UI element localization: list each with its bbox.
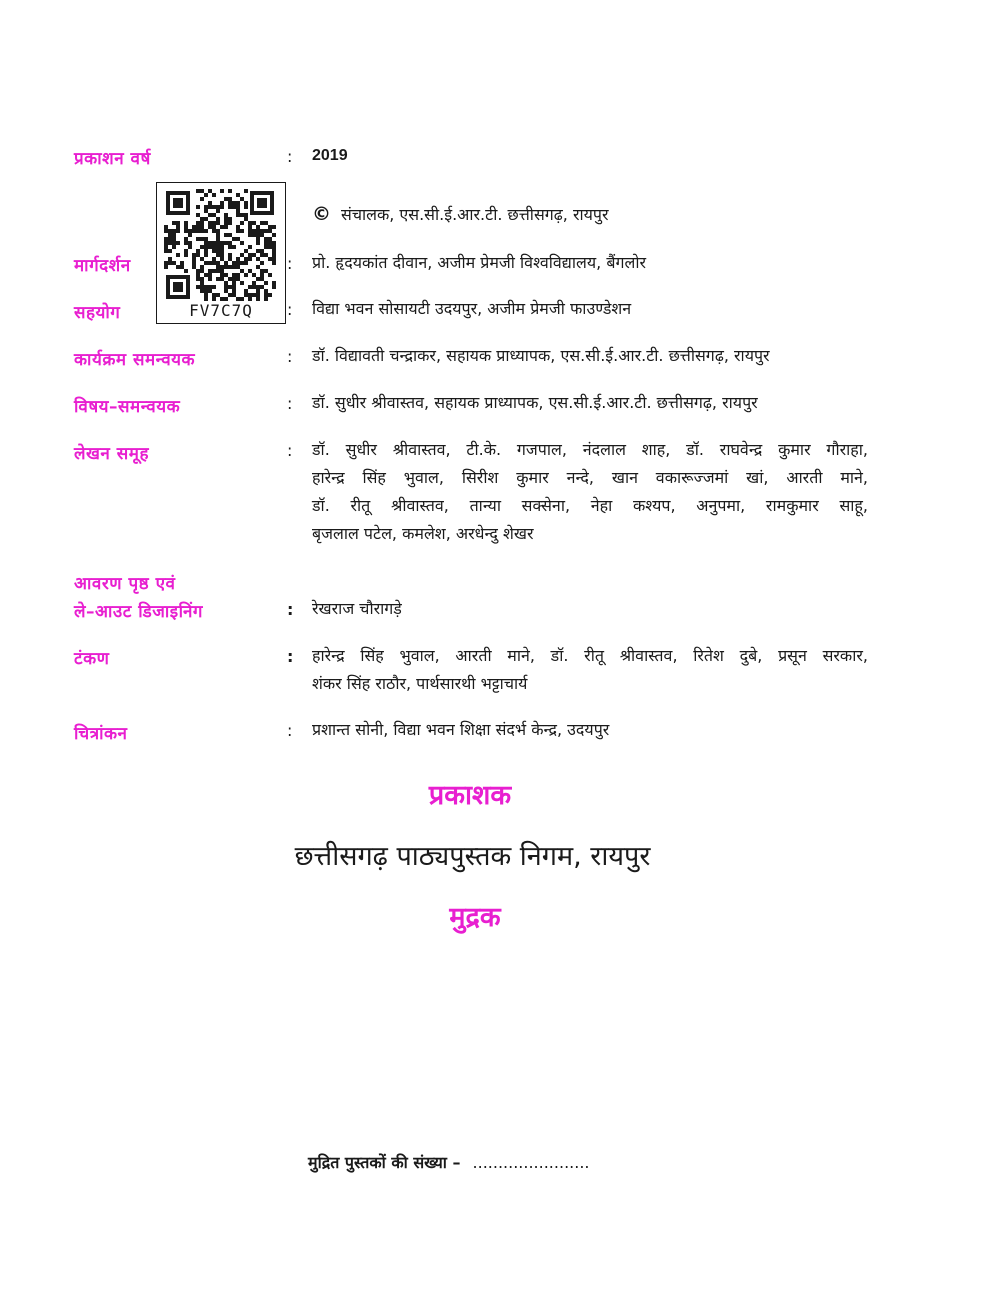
writing-team-label: लेखन समूह — [74, 444, 149, 464]
copyright-icon: © — [312, 203, 331, 225]
copyright-text: संचालक, एस.सी.ई.आर.टी. छत्तीसगढ़, रायपुर — [341, 205, 609, 224]
printer-heading: मुद्रक — [449, 902, 501, 933]
year-value: 2019 — [312, 147, 348, 164]
subject-coordinator-label: विषय–समन्वयक — [74, 397, 181, 417]
writing-team-line: डॉ. रीतू श्रीवास्तव, तान्या सक्सेना, नेहा कश्यप, अनुपमा, रामकुमार साहू, — [312, 496, 868, 515]
subject-coordinator-value: डॉ. सुधीर श्रीवास्तव, सहायक प्राध्यापक, एस.सी.ई.आर.टी. छत्तीसगढ़, रायपुर — [312, 393, 758, 412]
writing-team-colon: : — [287, 441, 293, 460]
typing-colon: : — [287, 647, 294, 666]
guidance-value: प्रो. हृदयकांत दीवान, अजीम प्रेमजी विश्वविद्यालय, बैंगलोर — [312, 253, 647, 272]
typing-line: शंकर सिंह राठौर, पार्थसारथी भट्टाचार्य — [312, 674, 528, 693]
program-coordinator-colon: : — [287, 347, 293, 366]
publisher-heading: प्रकाशक — [428, 780, 512, 811]
program-coordinator-value: डॉ. विद्यावती चन्द्राकर, सहायक प्राध्यापक, एस.सी.ई.आर.टी. छत्तीसगढ़, रायपुर — [312, 346, 770, 365]
year-colon: : — [287, 147, 293, 166]
typing-line: हारेन्द्र सिंह भुवाल, आरती माने, डॉ. रीतू श्रीवास्तव, रितेश दुबे, प्रसून सरकार, — [312, 646, 868, 665]
support-value: विद्या भवन सोसायटी उदयपुर, अजीम प्रेमजी फाउण्डेशन — [312, 299, 632, 318]
program-coordinator-label: कार्यक्रम समन्वयक — [74, 350, 196, 370]
writing-team-line: बृजलाल पटेल, कमलेश, अरधेन्दु शेखर — [312, 524, 534, 543]
qr-code-text: FV7C7Q — [189, 301, 253, 320]
writing-team-value — [312, 436, 868, 548]
print-count-blank: ....................... — [472, 1153, 590, 1172]
print-count — [308, 1151, 590, 1173]
cover-design-label-line1: आवरण पृष्ठ एवं — [74, 574, 176, 594]
qr-code-image — [164, 189, 276, 301]
cover-design-label-line2: ले–आउट डिजाइनिंग — [74, 602, 203, 622]
writing-team-line: डॉ. सुधीर श्रीवास्तव, टी.के. गजपाल, नंदलाल शाह, डॉ. राघवेन्द्र कुमार गौराहा, — [312, 440, 868, 459]
illustration-colon: : — [287, 721, 293, 740]
typing-value — [312, 642, 868, 698]
illustration-label: चित्रांकन — [74, 724, 128, 744]
subject-coordinator-colon: : — [287, 394, 293, 413]
cover-design-value: रेखराज चौरागड़े — [312, 599, 402, 618]
copyright-line — [312, 203, 609, 225]
cover-design-colon: : — [287, 600, 294, 619]
qr-code-box — [156, 182, 286, 324]
illustration-value: प्रशान्त सोनी, विद्या भवन शिक्षा संदर्भ केन्द्र, उदयपुर — [312, 720, 610, 739]
guidance-colon: : — [287, 254, 293, 273]
guidance-label: मार्गदर्शन — [74, 256, 131, 276]
writing-team-line: हारेन्द्र सिंह भुवाल, सिरीश कुमार नन्दे, खान वकारूज्जमां खां, आरती माने, — [312, 468, 868, 487]
typing-label: टंकण — [74, 649, 110, 669]
support-label: सहयोग — [74, 303, 121, 323]
publisher-name: छत्तीसगढ़ पाठ्यपुस्तक निगम, रायपुर — [294, 841, 651, 872]
year-label: प्रकाशन वर्ष — [74, 149, 151, 169]
support-colon: : — [287, 300, 293, 319]
print-count-label: मुद्रित पुस्तकों की संख्या – — [308, 1153, 461, 1172]
